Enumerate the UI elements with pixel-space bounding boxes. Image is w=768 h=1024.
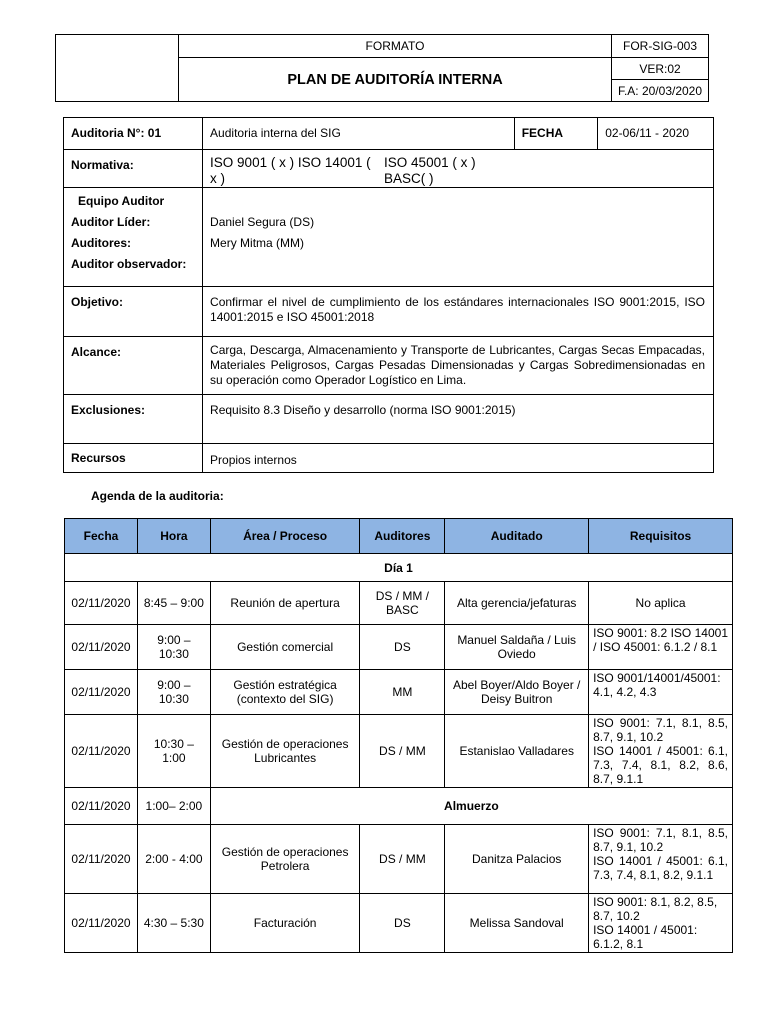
cell-auditores: DS / MM / BASC	[360, 582, 445, 625]
cell-auditores: DS	[360, 625, 445, 670]
date-label: FECHA	[514, 118, 598, 150]
table-row	[65, 582, 733, 625]
audit-number-label: Auditoria N°: 01	[64, 118, 203, 150]
cell-hora: 4:30 – 5:30	[137, 894, 210, 953]
cell-requisitos: ISO 9001: 8.2 ISO 14001 / ISO 45001: 6.1.2 / 8.1	[589, 625, 733, 670]
lead-label: Auditor Líder:	[71, 215, 151, 229]
lead-value: Daniel Segura (DS)	[210, 215, 315, 229]
cell-hora: 1:00– 2:00	[137, 788, 210, 825]
cell-fecha: 02/11/2020	[65, 625, 138, 670]
table-row	[65, 825, 733, 894]
normativa-col2: ISO 45001 ( x ) BASC( )	[384, 155, 476, 186]
resources-value: Propios internos	[203, 444, 714, 473]
cell-fecha: 02/11/2020	[65, 788, 138, 825]
normativa-label: Normativa:	[64, 150, 203, 188]
col-header-hora: Hora	[137, 519, 210, 554]
audit-name: Auditoria interna del SIG	[203, 118, 515, 150]
requisitos-9001: ISO 9001: 7.1, 8.1, 8.5, 8.7, 9.1, 10.2	[593, 826, 728, 854]
format-label: FORMATO	[179, 35, 612, 58]
cell-hora: 8:45 – 9:00	[137, 582, 210, 625]
table-row	[65, 894, 733, 953]
team-label: Equipo Auditor	[78, 194, 165, 208]
day-row	[65, 554, 733, 582]
cell-area: Gestión de operaciones Petrolera	[210, 825, 360, 894]
cell-requisitos	[589, 715, 733, 788]
requisitos-14001-45001: ISO 14001 / 45001: 6.1, 7.3, 7.4, 8.1, 8.2, 8.6, 8.7, 9.1.1	[593, 744, 728, 786]
team-labels	[64, 188, 203, 287]
scope-label: Alcance:	[64, 337, 203, 395]
table-row	[65, 670, 733, 715]
cell-area: Gestión estratégica (contexto del SIG)	[210, 670, 360, 715]
cell-fecha: 02/11/2020	[65, 670, 138, 715]
document-version: VER:02	[612, 58, 709, 80]
objective-value: Confirmar el nivel de cumplimiento de los estándares internacionales ISO 9001:2015, ISO 14001:2015 e ISO 45001:2018	[203, 287, 714, 337]
cell-auditores: DS / MM	[360, 825, 445, 894]
table-row	[65, 625, 733, 670]
table-row	[65, 715, 733, 788]
cell-auditado: Danitza Palacios	[445, 825, 589, 894]
cell-area: Gestión de operaciones Lubricantes	[210, 715, 360, 788]
agenda-label: Agenda de la auditoria:	[91, 489, 224, 503]
audit-info-table	[63, 117, 714, 473]
objective-label: Objetivo:	[64, 287, 203, 337]
cell-fecha: 02/11/2020	[65, 582, 138, 625]
cell-requisitos: No aplica	[589, 582, 733, 625]
normativa-col1: ISO 9001 ( x ) ISO 14001 ( x )	[210, 155, 371, 186]
cell-auditado: Manuel Saldaña / Luis Oviedo	[445, 625, 589, 670]
cell-auditado: Melissa Sandoval	[445, 894, 589, 953]
requisitos-9001: ISO 9001: 8.1, 8.2, 8.5, 8.7, 10.2	[593, 895, 718, 923]
cell-requisitos: ISO 9001/14001/45001: 4.1, 4.2, 4.3	[589, 670, 733, 715]
cell-requisitos	[589, 894, 733, 953]
cell-area: Facturación	[210, 894, 360, 953]
auditors-label: Auditores:	[71, 236, 131, 250]
agenda-header-row	[65, 519, 733, 554]
cell-area: Reunión de apertura	[210, 582, 360, 625]
logo-placeholder	[56, 35, 179, 102]
cell-hora: 9:00 – 10:30	[137, 670, 210, 715]
requisitos-14001-45001: ISO 14001 / 45001: 6.1, 7.3, 7.4, 8.1, 8.2, 9.1.1	[593, 854, 728, 882]
normativa-value	[203, 150, 714, 188]
cell-area: Gestión comercial	[210, 625, 360, 670]
resources-label: Recursos	[64, 444, 203, 473]
cell-auditado: Abel Boyer/Aldo Boyer / Deisy Buitron	[445, 670, 589, 715]
lunch-label: Almuerzo	[210, 788, 732, 825]
exclusions-label: Exclusiones:	[64, 395, 203, 444]
col-header-auditado: Auditado	[445, 519, 589, 554]
cell-requisitos	[589, 825, 733, 894]
cell-fecha: 02/11/2020	[65, 715, 138, 788]
document-code: FOR-SIG-003	[612, 35, 709, 58]
lunch-row	[65, 788, 733, 825]
cell-auditores: DS / MM	[360, 715, 445, 788]
document-header	[55, 34, 709, 102]
cell-fecha: 02/11/2020	[65, 894, 138, 953]
date-value: 02-06/11 - 2020	[598, 118, 714, 150]
col-header-area: Área / Proceso	[210, 519, 360, 554]
team-values	[203, 188, 714, 287]
cell-hora: 9:00 – 10:30	[137, 625, 210, 670]
agenda-table	[64, 518, 733, 953]
document-date: F.A: 20/03/2020	[612, 80, 709, 102]
cell-auditado: Estanislao Valladares	[445, 715, 589, 788]
col-header-auditores: Auditores	[360, 519, 445, 554]
cell-hora: 2:00 - 4:00	[137, 825, 210, 894]
cell-fecha: 02/11/2020	[65, 825, 138, 894]
col-header-requisitos: Requisitos	[589, 519, 733, 554]
auditors-value: Mery Mitma (MM)	[210, 236, 305, 250]
observer-label: Auditor observador:	[71, 257, 187, 271]
scope-value: Carga, Descarga, Almacenamiento y Transporte de Lubricantes, Cargas Secas Empacadas, Materiales Peligrosos, Cargas Pesadas Dimensionadas y Cargas Sobredimensionadas en su operación como Operador Logístico en Lima.	[203, 337, 714, 395]
requisitos-9001: ISO 9001: 7.1, 8.1, 8.5, 8.7, 9.1, 10.2	[593, 716, 728, 744]
cell-auditores: DS	[360, 894, 445, 953]
requisitos-14001-45001: ISO 14001 / 45001: 6.1.2, 8.1	[593, 923, 698, 951]
cell-auditado: Alta gerencia/jefaturas	[445, 582, 589, 625]
cell-auditores: MM	[360, 670, 445, 715]
document-title: PLAN DE AUDITORÍA INTERNA	[179, 58, 612, 102]
exclusions-value: Requisito 8.3 Diseño y desarrollo (norma ISO 9001:2015)	[203, 395, 714, 444]
day-label: Día 1	[65, 554, 733, 582]
cell-hora: 10:30 – 1:00	[137, 715, 210, 788]
col-header-fecha: Fecha	[65, 519, 138, 554]
